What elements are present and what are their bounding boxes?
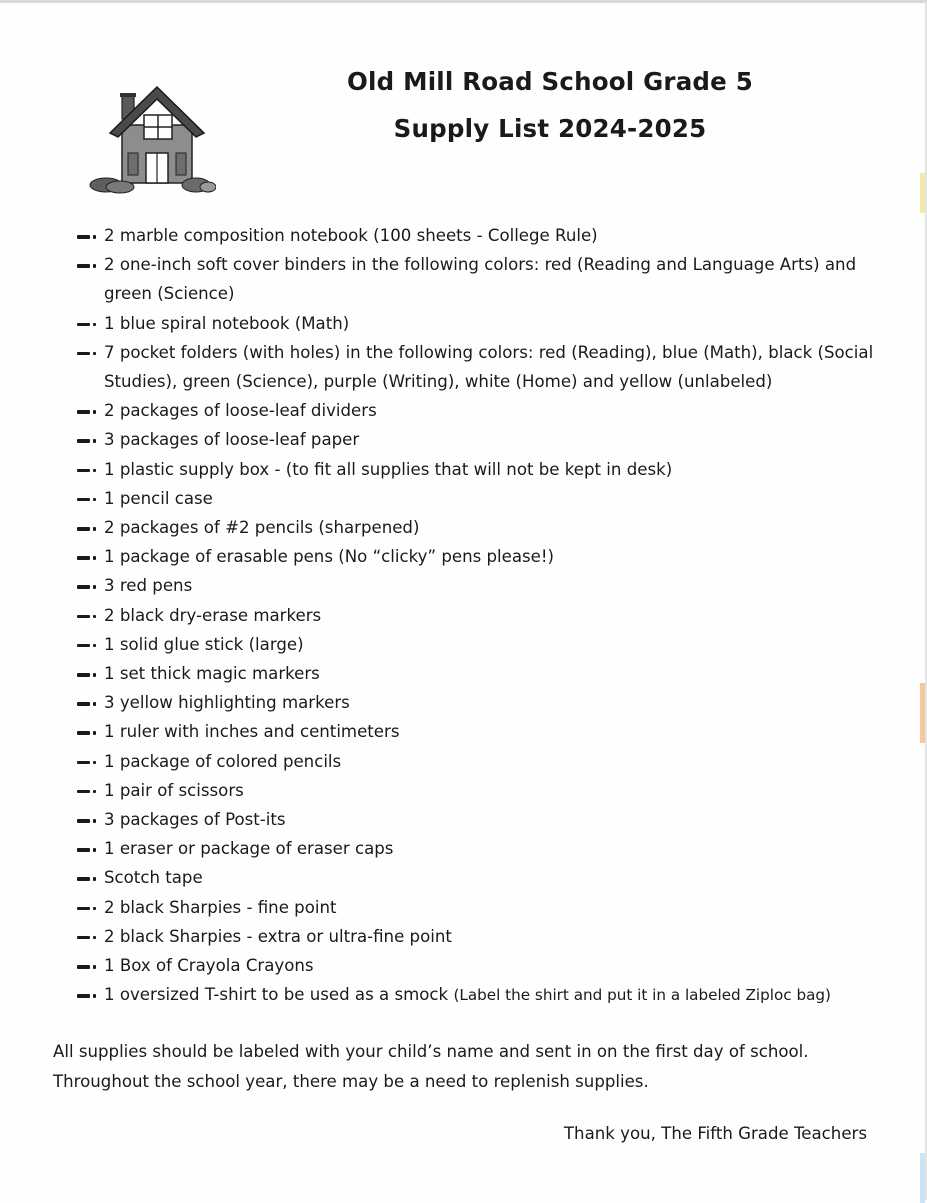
bullet-icon <box>77 951 99 980</box>
title-line-2: Supply List 2024-2025 <box>393 114 707 143</box>
edge-strip-blue <box>920 1153 925 1203</box>
page-title <box>300 65 800 159</box>
edge-strip-yellow <box>920 173 925 213</box>
list-item: 1 Box of Crayola Crayons <box>74 951 894 980</box>
footer-note <box>53 1037 893 1097</box>
bullet-icon <box>77 834 99 863</box>
list-item: 3 packages of loose-leaf paper <box>74 425 894 454</box>
list-item: 3 yellow highlighting markers <box>74 688 894 717</box>
bullet-icon <box>77 425 99 454</box>
signoff: Thank you, The Fifth Grade Teachers <box>563 1124 867 1143</box>
bullet-icon <box>77 659 99 688</box>
bullet-icon <box>77 221 99 250</box>
bullet-icon <box>77 601 99 630</box>
list-item: 2 marble composition notebook (100 sheets - College Rule) <box>74 221 894 250</box>
list-item: 1 set thick magic markers <box>74 659 894 688</box>
bullet-icon <box>77 571 99 600</box>
list-item: 2 black Sharpies - extra or ultra-fine point <box>74 922 894 951</box>
list-item: 1 solid glue stick (large) <box>74 630 894 659</box>
list-item: 1 plastic supply box - (to fit all supplies that will not be kept in desk) <box>74 455 894 484</box>
bullet-icon <box>77 980 99 1009</box>
item-note: (Label the shirt and put it in a labeled Ziploc bag) <box>453 986 831 1005</box>
list-item: 1 pencil case <box>74 484 894 513</box>
list-item: 2 packages of #2 pencils (sharpened) <box>74 513 894 542</box>
bullet-icon <box>77 893 99 922</box>
bullet-icon <box>77 338 99 367</box>
list-item: 3 red pens <box>74 571 894 600</box>
bullet-icon <box>77 250 99 279</box>
bullet-icon <box>77 776 99 805</box>
supply-list <box>74 221 894 1010</box>
footer-line-1: All supplies should be labeled with your child’s name and sent in on the first day of school. <box>53 1042 809 1061</box>
bullet-icon <box>77 630 99 659</box>
list-item: 1 blue spiral notebook (Math) <box>74 309 894 338</box>
bullet-icon <box>77 484 99 513</box>
bullet-icon <box>77 455 99 484</box>
bullet-icon <box>77 396 99 425</box>
list-item: 2 packages of loose-leaf dividers <box>74 396 894 425</box>
list-item: 1 ruler with inches and centimeters <box>74 717 894 746</box>
title-line-1: Old Mill Road School Grade 5 <box>347 67 753 96</box>
list-item: 2 one-inch soft cover binders in the following colors: red (Reading and Language Arts) and green (Science) <box>74 250 894 308</box>
bullet-icon <box>77 513 99 542</box>
list-item: 1 package of colored pencils <box>74 747 894 776</box>
bullet-icon <box>77 542 99 571</box>
list-item: 1 pair of scissors <box>74 776 894 805</box>
bullet-icon <box>77 922 99 951</box>
schoolhouse-icon <box>88 83 216 195</box>
list-item: 3 packages of Post-its <box>74 805 894 834</box>
bullet-icon <box>77 688 99 717</box>
list-item: 1 oversized T-shirt to be used as a smock (Label the shirt and put it in a labeled Ziploc bag) <box>74 980 894 1010</box>
list-item: 2 black dry-erase markers <box>74 601 894 630</box>
footer-line-2: Throughout the school year, there may be a need to replenish supplies. <box>53 1072 649 1091</box>
bullet-icon <box>77 863 99 892</box>
list-item: 2 black Sharpies - fine point <box>74 893 894 922</box>
list-item: 1 package of erasable pens (No “clicky” pens please!) <box>74 542 894 571</box>
bullet-icon <box>77 717 99 746</box>
bullet-icon <box>77 309 99 338</box>
list-item: Scotch tape <box>74 863 894 892</box>
bullet-icon <box>77 747 99 776</box>
edge-strip-orange <box>920 683 925 743</box>
list-item: 7 pocket folders (with holes) in the following colors: red (Reading), blue (Math), black (Social Studies), green (Science), purple (Writing), white (Home) and yellow (unlabeled) <box>74 338 894 396</box>
bullet-icon <box>77 805 99 834</box>
list-item: 1 eraser or package of eraser caps <box>74 834 894 863</box>
